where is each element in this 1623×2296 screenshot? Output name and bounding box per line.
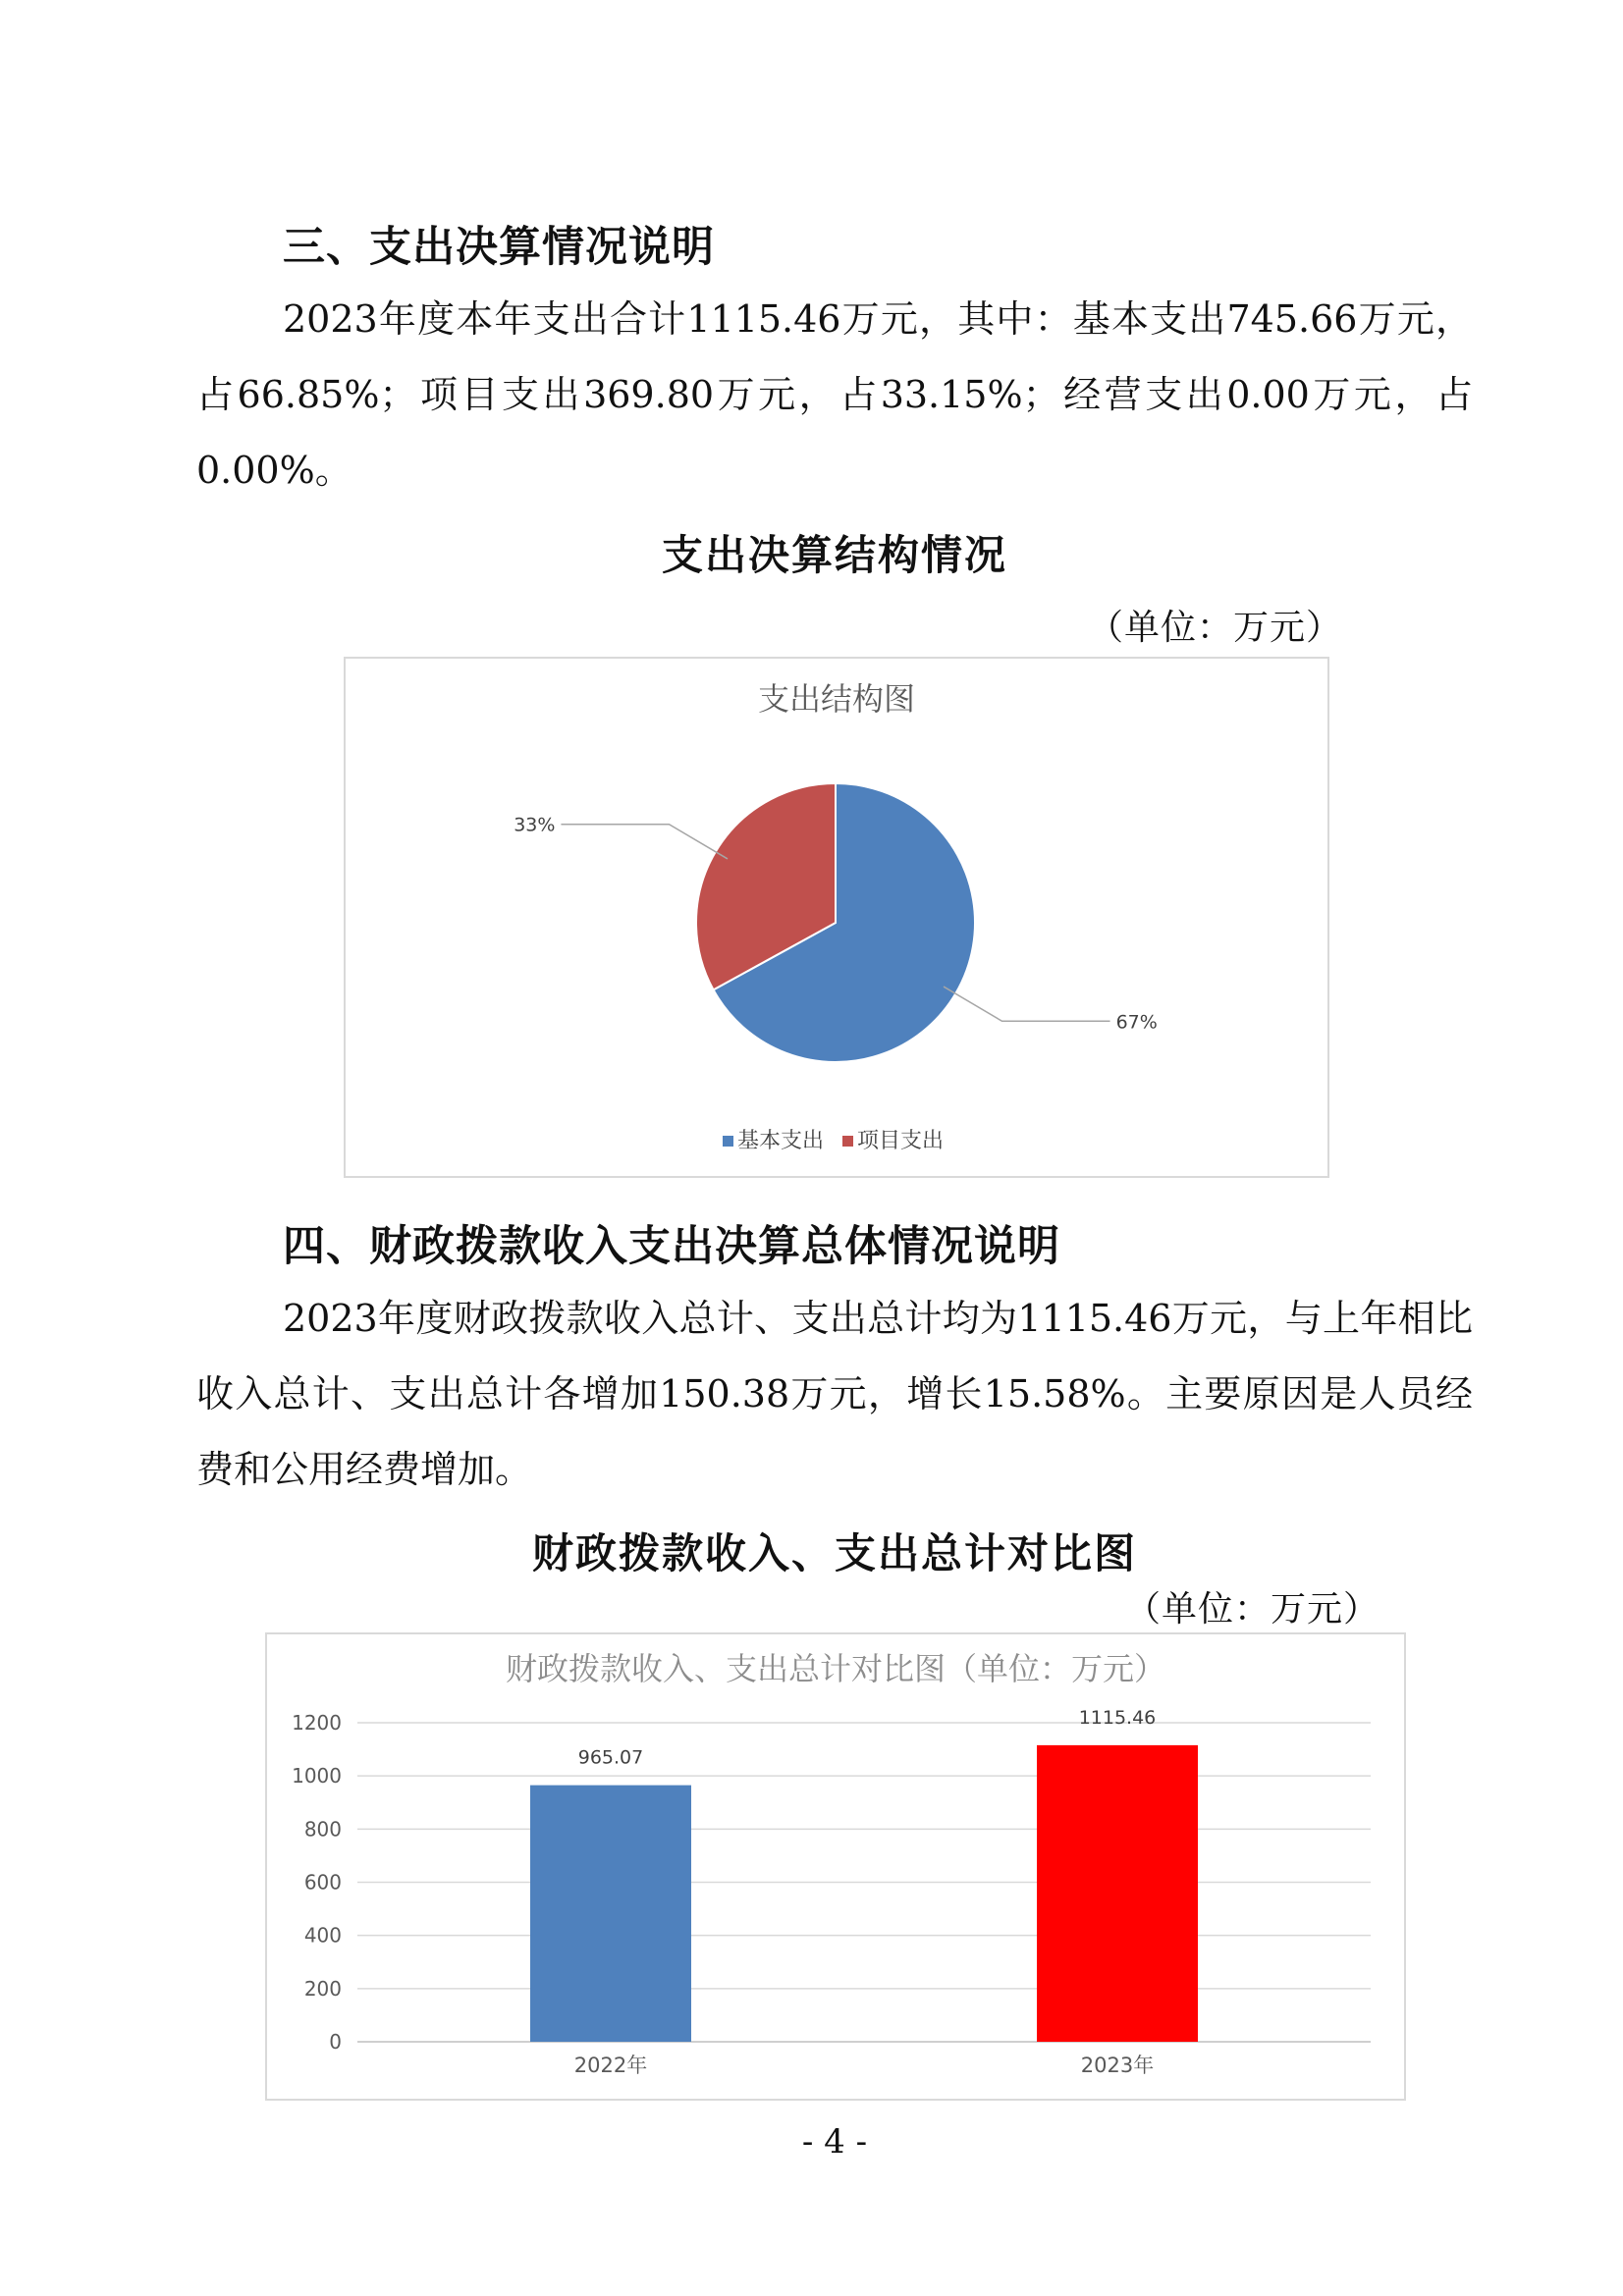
- figure1-caption: 支出决算结构情况: [661, 531, 1007, 579]
- section4-heading: 四、财政拨款收入支出决算总体情况说明: [283, 1222, 1060, 1271]
- bar-y-tick-200: 200: [303, 1976, 342, 2001]
- pie-leader-line-1: [944, 987, 1110, 1021]
- bar-y-tick-1200: 1200: [292, 1711, 342, 1735]
- pie-legend: [723, 1129, 944, 1153]
- bar-chart: [267, 1634, 1404, 2099]
- section3-paragraph: 2023年度本年支出合计1115.46万元，其中：基本支出745.66万元，占66.85%；项目支出369.80万元，占33.15%；经营支出0.00万元，占0.00%。: [196, 297, 1473, 492]
- pie-chart-box: [344, 657, 1329, 1178]
- bar-x-tick-2: 2023年: [1080, 2054, 1155, 2077]
- pie-data-label-2: 33%: [514, 814, 556, 836]
- bar-data-label-2: 1115.46: [1078, 1706, 1157, 1729]
- bar-x-tick-1: 2022年: [573, 2054, 648, 2077]
- section4-paragraph: 2023年度财政拨款收入总计、支出总计均为1115.46万元，与上年相比收入总计、支出总计各增加150.38万元，增长15.58%。主要原因是人员经费和公用经费增加。: [196, 1297, 1473, 1491]
- pie-chart: [346, 659, 1327, 1176]
- figure2-caption: 财政拨款收入、支出总计对比图: [531, 1529, 1137, 1577]
- bar-y-tick-400: 400: [303, 1923, 342, 1948]
- bar-y-tick-600: 600: [303, 1870, 342, 1895]
- bar-data-label-1: 965.07: [577, 1746, 644, 1769]
- pie-legend-label-1: 基本支出: [737, 1129, 825, 1153]
- pie-leader-line-2: [561, 825, 728, 859]
- bar-chart-title: 财政拨款收入、支出总计对比图（单位：万元）: [505, 1650, 1166, 1687]
- bar-1: [530, 1786, 691, 2042]
- pie-legend-label-2: 项目支出: [857, 1129, 945, 1153]
- figure1-unit: （单位：万元）: [1088, 608, 1343, 648]
- figure2-unit: （单位：万元）: [1125, 1589, 1380, 1629]
- pie-title: 支出结构图: [757, 680, 916, 718]
- bar-2: [1037, 1745, 1198, 2042]
- pie-data-label-1: 67%: [1115, 1011, 1158, 1034]
- pie-legend-swatch-2: [842, 1136, 853, 1147]
- bar-chart-box: [265, 1632, 1406, 2101]
- bar-y-tick-1000: 1000: [292, 1764, 342, 1789]
- page-number: - 4 -: [801, 2122, 868, 2162]
- bar-y-tick-0: 0: [329, 2030, 342, 2054]
- pie-legend-swatch-1: [723, 1136, 733, 1147]
- section3-heading: 三、支出决算情况说明: [283, 223, 715, 272]
- bar-y-tick-800: 800: [303, 1817, 342, 1842]
